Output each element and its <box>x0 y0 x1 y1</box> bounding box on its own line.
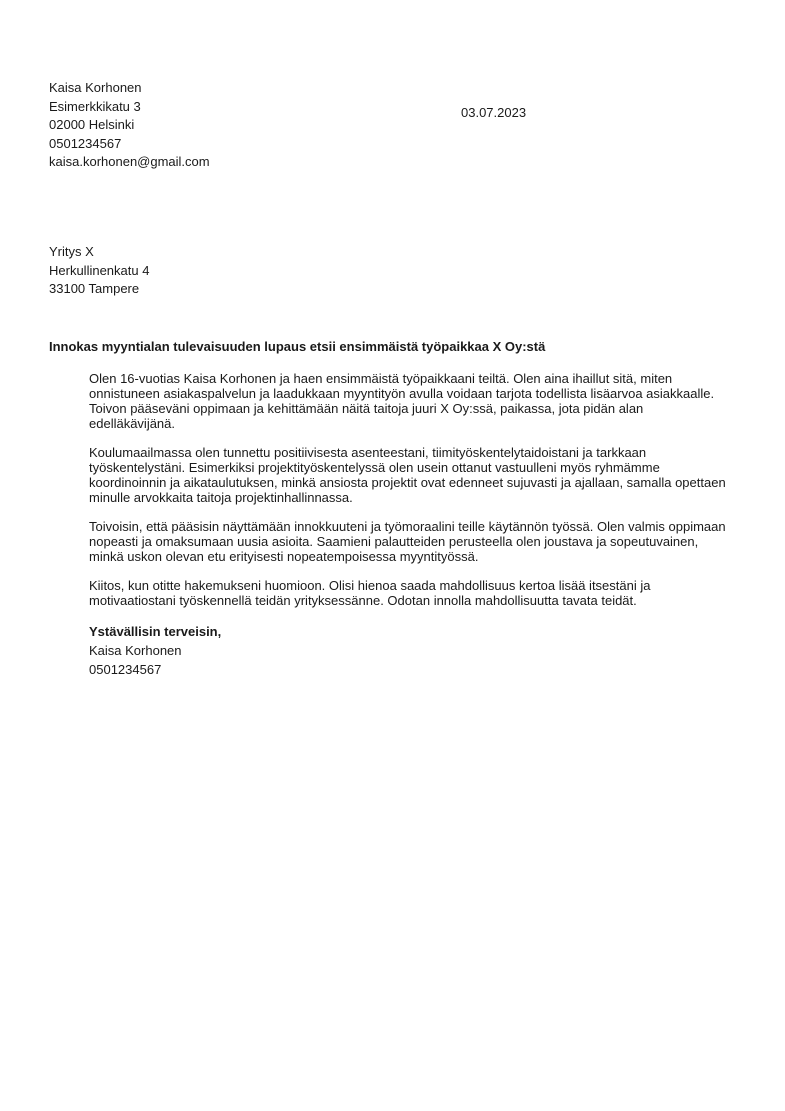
sender-name: Kaisa Korhonen <box>49 80 142 95</box>
sender-phone: 0501234567 <box>49 135 122 151</box>
sender-postal-city: 02000 Helsinki <box>49 117 135 132</box>
sender-street: Esimerkkikatu 3 <box>49 98 141 114</box>
closing-greeting: Ystävällisin terveisin, <box>89 624 222 639</box>
recipient-company: Yritys X <box>49 244 94 259</box>
letter-date: 03.07.2023 <box>461 105 527 120</box>
sender-address-block <box>49 79 210 172</box>
closing-name: Kaisa Korhonen <box>89 643 182 658</box>
body-paragraph: Toivoisin, että pääsisin näyttämään innokkuuteni ja työmoraalini teille käytännön työssä. Olen valmis oppimaan nopeasti ja omaksumaan uusia asioita. Saamieni palautteiden perusteella olen joustava ja sopeutuvainen, minkä uskon olevan etu erityisesti nopeatempoisessa myyntityössä. <box>89 519 726 564</box>
sender-email: kaisa.korhonen@gmail.com <box>49 154 210 169</box>
letter-subject: Innokas myyntialan tulevaisuuden lupaus etsii ensimmäistä työpaikkaa X Oy:stä <box>49 339 546 354</box>
recipient-postal-city: 33100 Tampere <box>49 281 140 296</box>
recipient-street: Herkullinenkatu 4 <box>49 262 150 278</box>
body-paragraph: Olen 16-vuotias Kaisa Korhonen ja haen ensimmäistä työpaikkaani teiltä. Olen aina ihaillut sitä, miten onnistuneen asiakaspalvelun ja laadukkaan myyntityön avulla voidaan tarjota todellista lisäarvoa asiakkaalle. Toivon pääseväni oppimaan ja kehittämään näitä taitoja juuri X Oy:ssä, paikassa, jota pidän alan edelläkävijänä. <box>89 371 715 431</box>
closing-phone: 0501234567 <box>89 662 162 677</box>
letter-body <box>89 371 729 622</box>
body-paragraph: Kiitos, kun otitte hakemukseni huomioon. Olisi hienoa saada mahdollisuus kertoa lisää itsestäni ja motivaatiostani työskennellä teidän yrityksessänne. Odotan innolla mahdollisuutta tavata teidät. <box>89 578 651 608</box>
body-paragraph: Koulumaailmassa olen tunnettu positiivisesta asenteestani, tiimityöskentelytaidoistani ja tarkkaan työskentelystäni. Esimerkiksi projektityöskentelyssä olen usein ottanut vastuulleni myös ryhmämme koordinoinnin ja aikataulutuksen, minkä ansiosta projektit ovat edenneet sujuvasti ja ajallaan, samalla opettaen minulle arvokkaita taitoja projektinhallinnassa. <box>89 445 726 505</box>
letter-closing <box>89 622 221 679</box>
recipient-address-block <box>49 243 149 299</box>
